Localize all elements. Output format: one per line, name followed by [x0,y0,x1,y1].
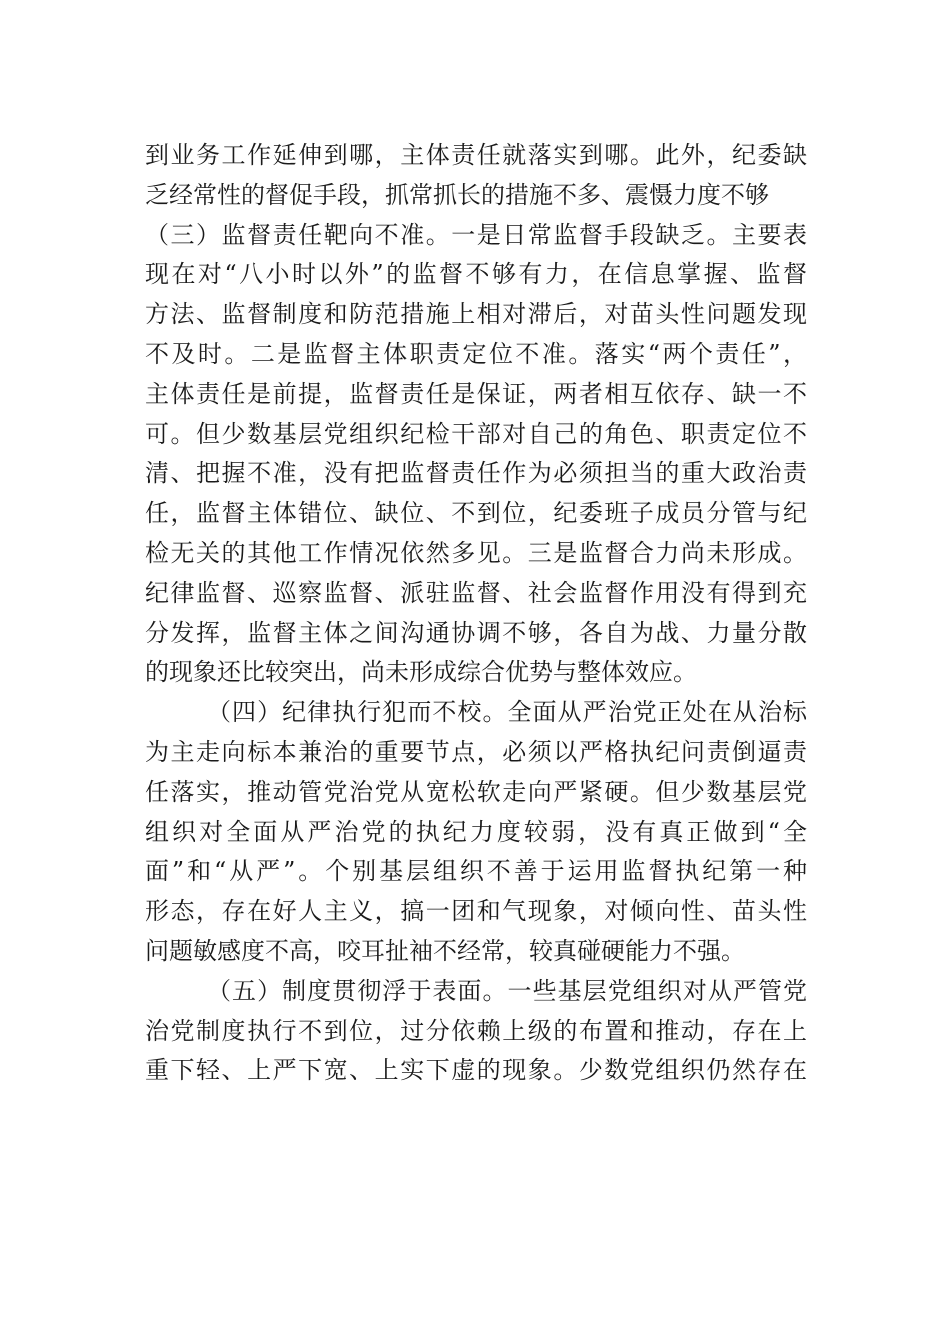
text-line: 组织对全面从严治党的执纪力度较弱，没有真正做到“全 [145,817,807,846]
text-line: 主体责任是前提，监督责任是保证，两者相互依存、缺一不 [145,379,807,408]
text-line: 检无关的其他工作情况依然多见。三是监督合力尚未形成。 [145,538,807,567]
paragraph-section-3 [145,216,807,694]
text-line: 到业务工作延伸到哪，主体责任就落实到哪。此外，纪委缺 [145,141,807,169]
text-line: 任落实，推动管党治党从宽松软走向严紧硬。但少数基层党 [145,777,807,806]
section-heading-line: （三）监督责任靶向不准。一是日常监督手段缺乏。主要表 [145,220,807,249]
section-heading-line: （五）制度贯彻浮于表面。一些基层党组织对从严管党 [207,976,807,1005]
text-line: 纪律监督、巡察监督、派驻监督、社会监督作用没有得到充 [145,578,807,607]
text-line: 清、把握不准，没有把监督责任作为必须担当的重大政治责 [145,459,807,488]
paragraph-section-4 [145,693,807,972]
paragraph-section-5 [145,972,807,1091]
text-line: 重下轻、上严下宽、上实下虚的现象。少数党组织仍然存在 [145,1056,807,1085]
document-page [145,136,807,1091]
text-line: 分发挥，监督主体之间沟通协调不够，各自为战、力量分散 [145,618,807,647]
text-line: 现在对“八小时以外”的监督不够有力，在信息掌握、监督 [145,260,807,289]
text-line: 问题敏感度不高，咬耳扯袖不经常，较真碰硬能力不强。 [145,936,745,965]
text-line: 不及时。二是监督主体职责定位不准。落实“两个责任”， [145,339,807,368]
paragraph-continuation [145,136,807,216]
text-line: 可。但少数基层党组织纪检干部对自己的角色、职责定位不 [145,419,807,448]
section-heading-line: （四）纪律执行犯而不校。全面从严治党正处在从治标 [207,698,807,727]
text-line: 形态，存在好人主义，搞一团和气现象，对倾向性、苗头性 [145,897,807,926]
text-line: 的现象还比较突出，尚未形成综合优势与整体效应。 [145,658,697,687]
text-line: 乏经常性的督促手段，抓常抓长的措施不多、震慑力度不够 [145,180,769,209]
text-line: 为主走向标本兼治的重要节点，必须以严格执纪问责倒逼责 [145,737,807,766]
text-line: 任，监督主体错位、缺位、不到位，纪委班子成员分管与纪 [145,499,807,528]
text-line: 面”和“从严”。个别基层组织不善于运用监督执纪第一种 [145,857,807,886]
text-line: 治党制度执行不到位，过分依赖上级的布置和推动，存在上 [145,1016,807,1045]
text-line: 方法、监督制度和防范措施上相对滞后，对苗头性问题发现 [145,300,807,329]
